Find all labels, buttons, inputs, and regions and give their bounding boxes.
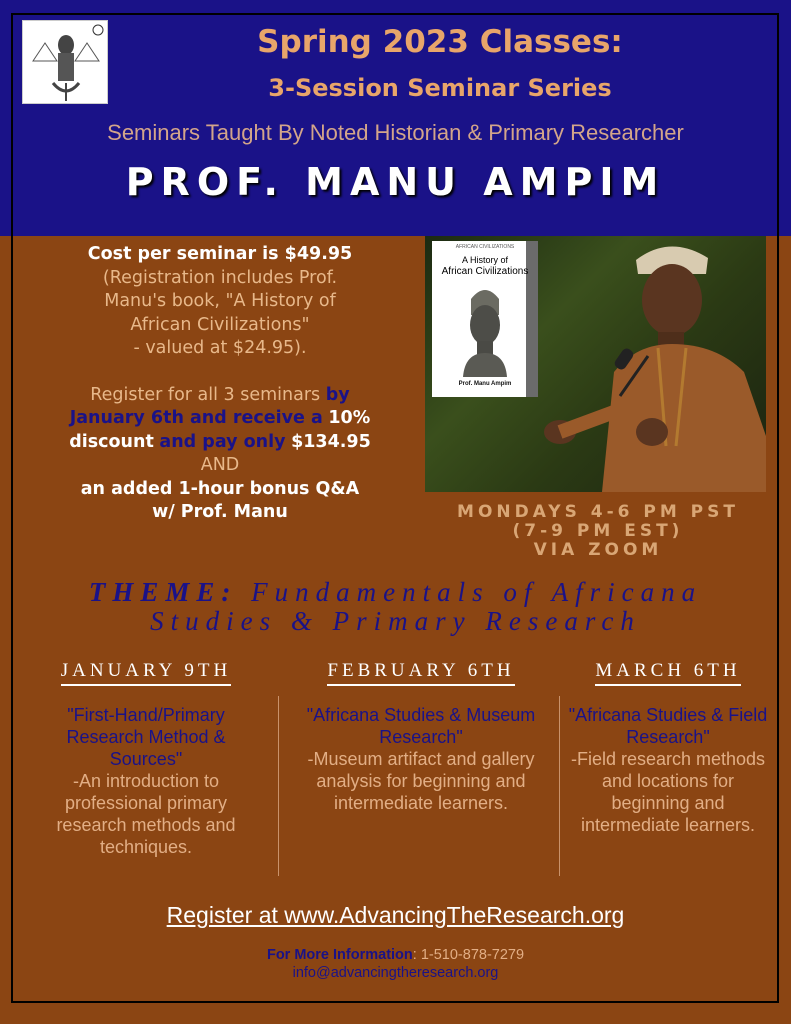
instructor-name: PROF. MANU AMPIM (125, 160, 666, 204)
contact-email[interactable]: info@advancingtheresearch.org (292, 965, 499, 981)
theme-block (40, 578, 751, 636)
session-march (566, 660, 770, 836)
page-title: Spring 2023 Classes: (257, 24, 623, 60)
column-divider (278, 696, 279, 876)
discount-line-1: Register for all 3 seminars by (90, 384, 350, 405)
cost-note-4: - valued at $24.95). (133, 338, 307, 358)
session-description: -An introduction to professional primary research methods and techniques. (56, 771, 236, 857)
session-date: JANUARY 9TH (61, 660, 232, 686)
schedule-est: (7-9 PM EST) (512, 521, 684, 541)
session-title: "Africana Studies & Museum Research" (306, 705, 536, 747)
cost-note-1: (Registration includes Prof. (102, 267, 338, 288)
column-divider (559, 696, 560, 876)
schedule-block (418, 503, 778, 560)
theme-line-1: Fundamentals of Africana (251, 577, 703, 607)
tagline: Seminars Taught By Noted Historian & Primary Researcher (107, 120, 684, 145)
session-title: "Africana Studies & Field Research" (568, 705, 768, 747)
bonus-line-1: an added 1-hour bonus Q&A (80, 478, 360, 499)
session-description: -Museum artifact and gallery analysis for beginning and intermediate learners. (307, 749, 535, 813)
page-subtitle: 3-Session Seminar Series (268, 74, 612, 102)
book-title-2: African Civilizations (441, 266, 529, 277)
session-date: FEBRUARY 6TH (327, 660, 514, 686)
cost-line: Cost per seminar is $49.95 (87, 244, 353, 264)
session-february (292, 660, 550, 814)
contact-phone: For More Information: 1-510-878-7279 (266, 947, 525, 963)
and-line: AND (200, 455, 240, 475)
session-date: MARCH 6TH (595, 660, 740, 686)
schedule-days: MONDAYS 4-6 PM PST (457, 502, 739, 522)
schedule-platform: VIA ZOOM (533, 540, 663, 560)
bonus-line-2: w/ Prof. Manu (152, 502, 288, 522)
speaker-figure (540, 236, 766, 492)
pharaoh-bust-image (457, 281, 513, 377)
session-january (28, 660, 264, 858)
theme-line-2: Studies & Primary Research (150, 606, 641, 636)
cost-note-3: African Civilizations" (130, 314, 310, 335)
session-description: -Field research methods and locations for beginning and intermediate learners. (570, 749, 766, 835)
session-title: "First-Hand/Primary Research Method & Sources" (66, 705, 226, 769)
discount-line-2: January 6th and receive a 10% (69, 408, 371, 428)
book-header: AFRICAN CIVILIZATIONS (455, 244, 515, 250)
book-cover (432, 241, 538, 397)
theme-label: THEME: (88, 577, 238, 607)
book-author: Prof. Manu Ampim (458, 381, 512, 387)
book-title-1: A History of (461, 255, 508, 265)
discount-line-3: discount and pay only $134.95 (69, 431, 371, 452)
pricing-block (30, 243, 410, 525)
register-link[interactable]: Register at www.AdvancingTheResearch.org (166, 902, 625, 928)
cost-note-2: Manu's book, "A History of (104, 291, 336, 311)
